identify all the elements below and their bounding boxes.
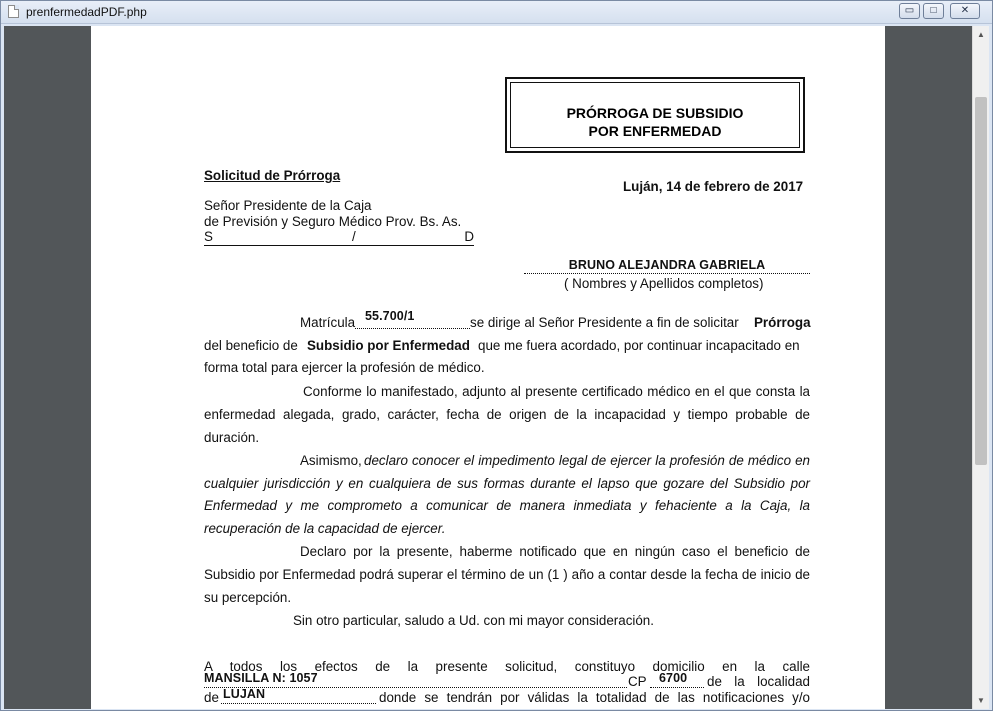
name-caption: ( Nombres y Apellidos completos) xyxy=(564,276,764,291)
de-label: de xyxy=(204,690,219,705)
minimize-icon: ▭ xyxy=(904,5,915,16)
matricula-value: 55.700/1 xyxy=(365,309,415,323)
p1-line2c: que me fuera acordado, por continuar incapacitado en xyxy=(478,338,800,353)
p2-line3: duración. xyxy=(204,430,260,445)
p2-line2: enfermedad alegada, grado, carácter, fecha de origen de la incapacidad y tiempo probable de xyxy=(204,407,810,422)
p1-line3: forma total para ejercer la profesión de médico. xyxy=(204,360,485,375)
p3-line3: Enfermedad y me comprometo a comunicar de manera inmediata y fehaciente a la Caja, la xyxy=(204,498,810,513)
prorroga-word: Prórroga xyxy=(754,315,811,330)
title-box-line-1: PRÓRROGA DE SUBSIDIO xyxy=(566,105,744,121)
minimize-button[interactable] xyxy=(899,3,920,19)
window-title: prenfermedadPDF.php xyxy=(26,5,147,19)
vertical-scrollbar[interactable] xyxy=(972,26,989,709)
p3-line2: cualquier jurisdicción y en cualquiera de sus formas durante el lapso que gozare del Subsidio por xyxy=(204,476,810,491)
name-field xyxy=(524,257,810,274)
p6-line2-end: de la localidad xyxy=(707,674,810,689)
city-field xyxy=(221,687,376,704)
name-value: BRUNO ALEJANDRA GABRIELA xyxy=(568,258,766,272)
scroll-down-arrow-icon[interactable]: ▼ xyxy=(977,696,985,705)
p3-line1a: Asimismo, xyxy=(300,453,362,468)
p3-line1b: declaro conocer el impedimento legal de ejercer la profesión de médico en xyxy=(364,453,810,468)
address-slash: / xyxy=(352,229,356,244)
street-value: MANSILLA N: 1057 xyxy=(204,671,318,685)
maximize-button[interactable] xyxy=(923,3,944,19)
matricula-label: Matrícula xyxy=(300,315,356,330)
date: Luján, 14 de febrero de 2017 xyxy=(623,179,804,194)
address-line-3 xyxy=(204,229,474,246)
city-value: LUJAN xyxy=(223,687,266,701)
closing-line: Sin otro particular, saludo a Ud. con mi mayor consideración. xyxy=(293,613,654,628)
maximize-icon: □ xyxy=(930,5,937,16)
close-button[interactable] xyxy=(950,3,980,19)
scrollbar-thumb[interactable] xyxy=(975,97,987,465)
heading: Solicitud de Prórroga xyxy=(204,168,341,183)
street-field xyxy=(204,671,627,688)
matricula-field xyxy=(355,309,470,329)
p3-line4: recuperación de la capacidad de ejercer. xyxy=(204,521,446,536)
cp-field xyxy=(650,671,704,688)
title-box xyxy=(505,77,805,153)
cp-value: 6700 xyxy=(659,671,688,685)
scroll-up-arrow-icon[interactable]: ▲ xyxy=(977,30,985,39)
address-s: S xyxy=(204,229,213,244)
title-bar xyxy=(1,1,992,24)
p4-line1: Declaro por la presente, haberme notificado que en ningún caso el beneficio de xyxy=(300,544,810,559)
matricula-rest: se dirige al Señor Presidente a fin de solicitar xyxy=(470,315,739,330)
p1-line2b: Subsidio por Enfermedad xyxy=(307,338,470,353)
address-line-2: de Previsión y Seguro Médico Prov. Bs. As. xyxy=(204,214,462,229)
cp-label: CP xyxy=(628,674,647,689)
pdf-page xyxy=(91,26,885,709)
close-icon: ✕ xyxy=(960,5,970,16)
p4-line3: su percepción. xyxy=(204,590,292,605)
p2-line1: Conforme lo manifestado, adjunto al presente certificado médico en el que consta la xyxy=(303,384,810,399)
pdf-viewer[interactable] xyxy=(4,26,972,709)
address-line-1: Señor Presidente de la Caja xyxy=(204,198,372,213)
title-box-line-2: POR ENFERMEDAD xyxy=(588,123,722,139)
p4-line2: Subsidio por Enfermedad podrá superar el término de un (1 ) año a contar desde la fecha de inicio de xyxy=(204,567,810,582)
document-icon xyxy=(8,5,19,18)
p1-line2a: del beneficio de xyxy=(204,338,298,353)
p6-line1: A todos los efectos de la presente solicitud, constituyo domicilio en la calle xyxy=(204,659,810,674)
p6-line3-rest: donde se tendrán por válidas la totalidad de las notificaciones y/o xyxy=(379,690,810,705)
address-d: D xyxy=(464,229,474,244)
